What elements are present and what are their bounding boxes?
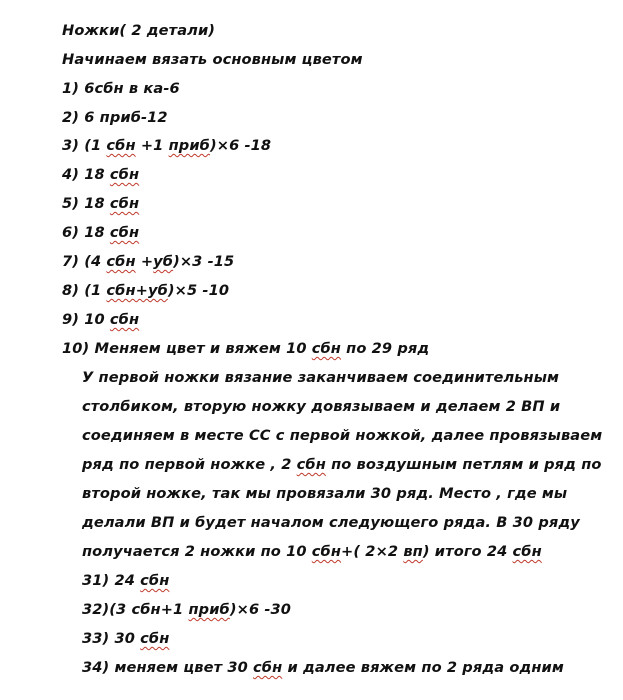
note-line <box>82 455 602 475</box>
note-line <box>82 513 580 533</box>
text-run: 5) 18 <box>62 195 110 212</box>
text-run: ) итого 24 <box>422 543 513 560</box>
text-run: второй ножке, так мы провязали 30 ряд. Место , где мы <box>82 485 568 502</box>
text-run: )×6 -18 <box>209 137 272 154</box>
spellcheck-word: сбн <box>311 543 342 560</box>
text-run: Ножки( 2 детали) <box>62 22 216 39</box>
spellcheck-word: сбн <box>140 572 170 589</box>
text-run: 6) 18 <box>62 224 110 241</box>
spellcheck-word: сбн <box>106 137 136 154</box>
spellcheck-word: приб <box>188 601 230 618</box>
spellcheck-word: сбн <box>109 166 140 183</box>
text-run: )×6 -30 <box>229 601 292 618</box>
text-run: 32)(3 сбн+1 <box>82 601 189 618</box>
note-line <box>82 484 567 504</box>
row-instruction <box>62 108 168 128</box>
text-run: и далее вяжем по 2 ряда одним <box>282 659 564 676</box>
text-run: + <box>135 253 154 270</box>
text-run: столбиком, вторую ножку довязываем и делаем 2 ВП и <box>82 398 561 415</box>
row-instruction <box>82 600 291 620</box>
spellcheck-word: сбн <box>109 224 140 241</box>
row-instruction <box>62 223 139 243</box>
text-run: +1 <box>135 137 169 154</box>
row-instruction <box>82 629 169 649</box>
row-instruction <box>62 165 139 185</box>
text-run: 9) 10 <box>62 311 110 328</box>
text-run: 3) (1 <box>62 137 107 154</box>
text-run: делали ВП и будет началом следующего ряда. В 30 ряду <box>82 514 580 531</box>
note-line <box>82 397 560 417</box>
row-instruction <box>62 136 271 156</box>
text-run: У первой ножки вязание заканчиваем соединительным <box>82 369 560 386</box>
text-run: по воздушным петлям и ряд по <box>325 456 602 473</box>
text-run: 4) 18 <box>62 166 110 183</box>
text-run: +( 2×2 <box>341 543 404 560</box>
text-run: получается 2 ножки по 10 <box>82 543 312 560</box>
text-run: 31) 24 <box>82 572 141 589</box>
text-run: 7) (4 <box>62 253 107 270</box>
row-instruction <box>82 571 169 591</box>
row-instruction <box>62 252 234 272</box>
spellcheck-word: сбн <box>253 659 283 676</box>
spellcheck-word: сбн <box>296 456 326 473</box>
note-line <box>82 426 602 446</box>
text-run: соединяем в месте СС с первой ножкой, далее провязываем <box>82 427 603 444</box>
spellcheck-word: сбн <box>140 630 170 647</box>
spellcheck-word: приб <box>168 137 210 154</box>
text-run: 33) 30 <box>82 630 141 647</box>
spellcheck-word: сбн <box>106 253 136 270</box>
text-run: 8) (1 <box>62 282 107 299</box>
spellcheck-word: сбн <box>109 311 140 328</box>
text-run: 34) меняем цвет 30 <box>82 659 254 676</box>
text-run: 10) Меняем цвет и вяжем 10 <box>62 340 312 357</box>
row-instruction <box>62 194 139 214</box>
spellcheck-word: уб <box>153 253 174 270</box>
text-run: )×5 -10 <box>167 282 230 299</box>
row-instruction <box>62 339 429 359</box>
text-run: )×3 -15 <box>173 253 235 270</box>
spellcheck-word: сбн+уб <box>106 282 168 299</box>
section-title <box>62 21 215 41</box>
row-instruction <box>62 281 229 301</box>
note-line <box>82 542 542 562</box>
row-instruction <box>62 79 180 99</box>
text-run: Начинаем вязать основным цветом <box>62 51 363 68</box>
text-run: 2) 6 приб-12 <box>62 109 168 126</box>
text-run: ряд по первой ножке , 2 <box>82 456 297 473</box>
spellcheck-word: сбн <box>311 340 341 357</box>
spellcheck-word: сбн <box>512 543 542 560</box>
spellcheck-word: сбн <box>109 195 140 212</box>
row-instruction <box>82 658 564 678</box>
spellcheck-word: вп <box>403 543 423 560</box>
row-instruction <box>62 310 139 330</box>
text-run: 1) 6сбн в ка-6 <box>62 80 180 97</box>
note-line <box>82 368 559 388</box>
text-run: по 29 ряд <box>341 340 430 357</box>
intro-line <box>62 50 363 70</box>
